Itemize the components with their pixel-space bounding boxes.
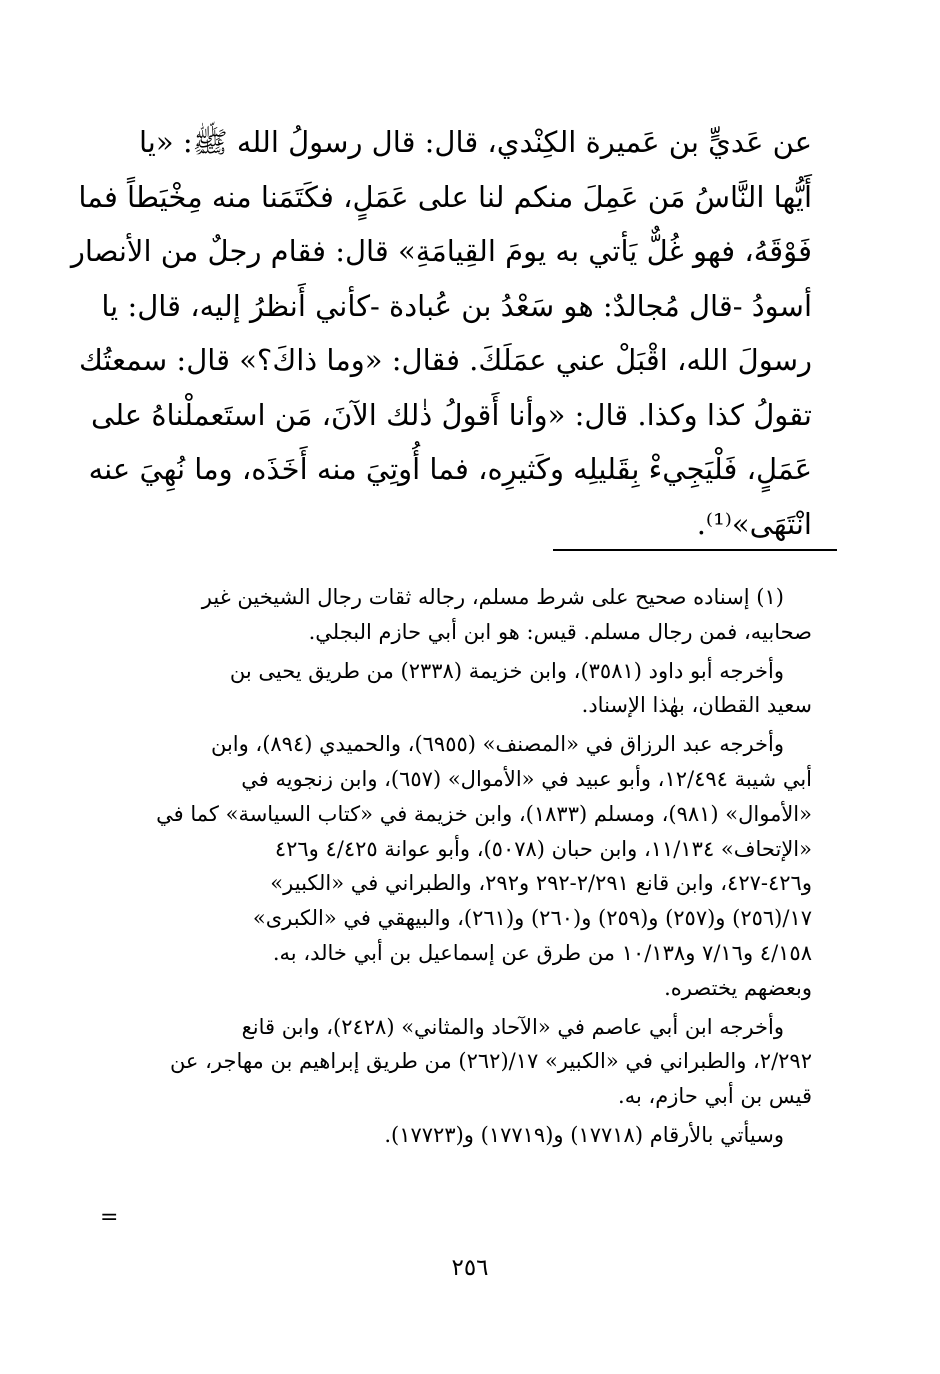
footnote-line: وأخرجه عبد الرزاق في «المصنف» (٦٩٥٥)، والحميدي (٨٩٤)، وابن: [210, 732, 784, 757]
footnote-paragraph: [100, 580, 812, 650]
footnote-line: (١) إسناده صحيح على شرط مسلم، رجاله ثقات رجال الشيخين غير: [201, 585, 784, 609]
text-line: رسولَ الله، اقْبَلْ عني عمَلَكَ. فقال: «وما ذاكَ؟» قال: سمعتُك: [78, 343, 812, 377]
footnote-line: ٤/١٥٨ و٧/١٦ و١٠/١٣٨ من طرق عن إسماعيل بن أبي خالد، به.: [272, 940, 812, 965]
footnote-line: قيس بن أبي حازم، به.: [618, 1084, 812, 1109]
hadith-text: [70, 115, 812, 551]
footnote-line: و٤٢٦-٤٢٧، وابن قانع ٢/٢٩١-٢٩٢ و٢٩٢، والطبراني في «الكبير»: [270, 871, 812, 896]
footnote-paragraph: [100, 1010, 812, 1114]
footnote-line: وأخرجه أبو داود (٣٥٨١)، وابن خزيمة (٢٣٣٨) من طريق يحيى بن: [229, 658, 784, 683]
footnote-line: وبعضهم يختصره.: [664, 975, 812, 1000]
text-line: تقولُ كذا وكذا. قال: «وأنا أَقولُ ذٰلك الآنَ، مَن استَعملْناهُ على: [91, 397, 812, 432]
text-line: فَوْقَهُ، فهو غُلٌّ يَأتي به يومَ القِيامَةِ» قال: فقام رجلٌ من الأنصار: [70, 234, 812, 268]
continuation-mark: =: [100, 1205, 119, 1230]
footnote-line: «الأموال» (٩٨١)، ومسلم (١٨٣٣)، وابن خزيمة في «كتاب السياسة» كما في: [156, 801, 812, 826]
footnote-line: ٢/٢٩٢، والطبراني في «الكبير» ١٧/(٢٦٢) من طريق إبراهيم بن مهاجر، عن: [169, 1049, 812, 1074]
footnote-line: سعيد القطان، بهٰذا الإسناد.: [581, 693, 812, 718]
footnote-paragraph: [100, 727, 812, 1005]
footnotes: [100, 580, 812, 1157]
footnote-line: صحابيه، فمن رجال مسلم. قيس: هو ابن أبي حازم البجلي.: [308, 619, 812, 644]
text-line: انْتَهَى»⁽¹⁾.: [696, 506, 812, 541]
footnote-line: «الإتحاف» ١١/١٣٤، وابن حبان (٥٠٧٨)، وأبو عوانة ٤/٤٢٥ و٤٢٦: [274, 836, 812, 861]
footnote-separator: [553, 549, 837, 551]
text-line: أسودُ -قال مُجالدٌ: هو سَعْدُ بن عُبادة -كأني أَنظرُ إليه، قال: يا: [101, 288, 812, 323]
page-number: ٢٥٦: [451, 1255, 489, 1281]
footnote-line: ١٧/(٢٥٦) و(٢٥٧) و(٢٥٩) و(٢٦٠) و(٢٦١)، والبيهقي في «الكبرى»: [252, 906, 812, 931]
text-line: عن عَديٍّ بن عَميرة الكِنْدي، قال: قال رسولُ الله ﷺ: «يا: [138, 125, 812, 159]
text-line: أَيُّها النَّاسُ مَن عَمِلَ منكم لنا على عَمَلٍ، فكَتَمَنا منه مِخْيَطاً فما: [78, 179, 812, 214]
footnote-line: أبي شيبة ١٢/٤٩٤، وأبو عبيد في «الأموال» (٦٥٧)، وابن زنجويه في: [241, 766, 812, 791]
footnote-line: وسيأتي بالأرقام (١٧٧١٨) و(١٧٧١٩) و(١٧٧٢٣).: [384, 1122, 784, 1147]
footnote-paragraph: [100, 1118, 812, 1153]
footnote-line: وأخرجه ابن أبي عاصم في «الآحاد والمثاني» (٢٤٢٨)، وابن قانع: [241, 1014, 784, 1039]
text-line: عَمَلٍ، فَلْيَجِيءْ بِقَليلِه وكَثيرِه، فما أُوتِيَ منه أَخَذَه، وما نُهِيَ عنه: [88, 452, 812, 486]
footnote-paragraph: [100, 654, 812, 724]
